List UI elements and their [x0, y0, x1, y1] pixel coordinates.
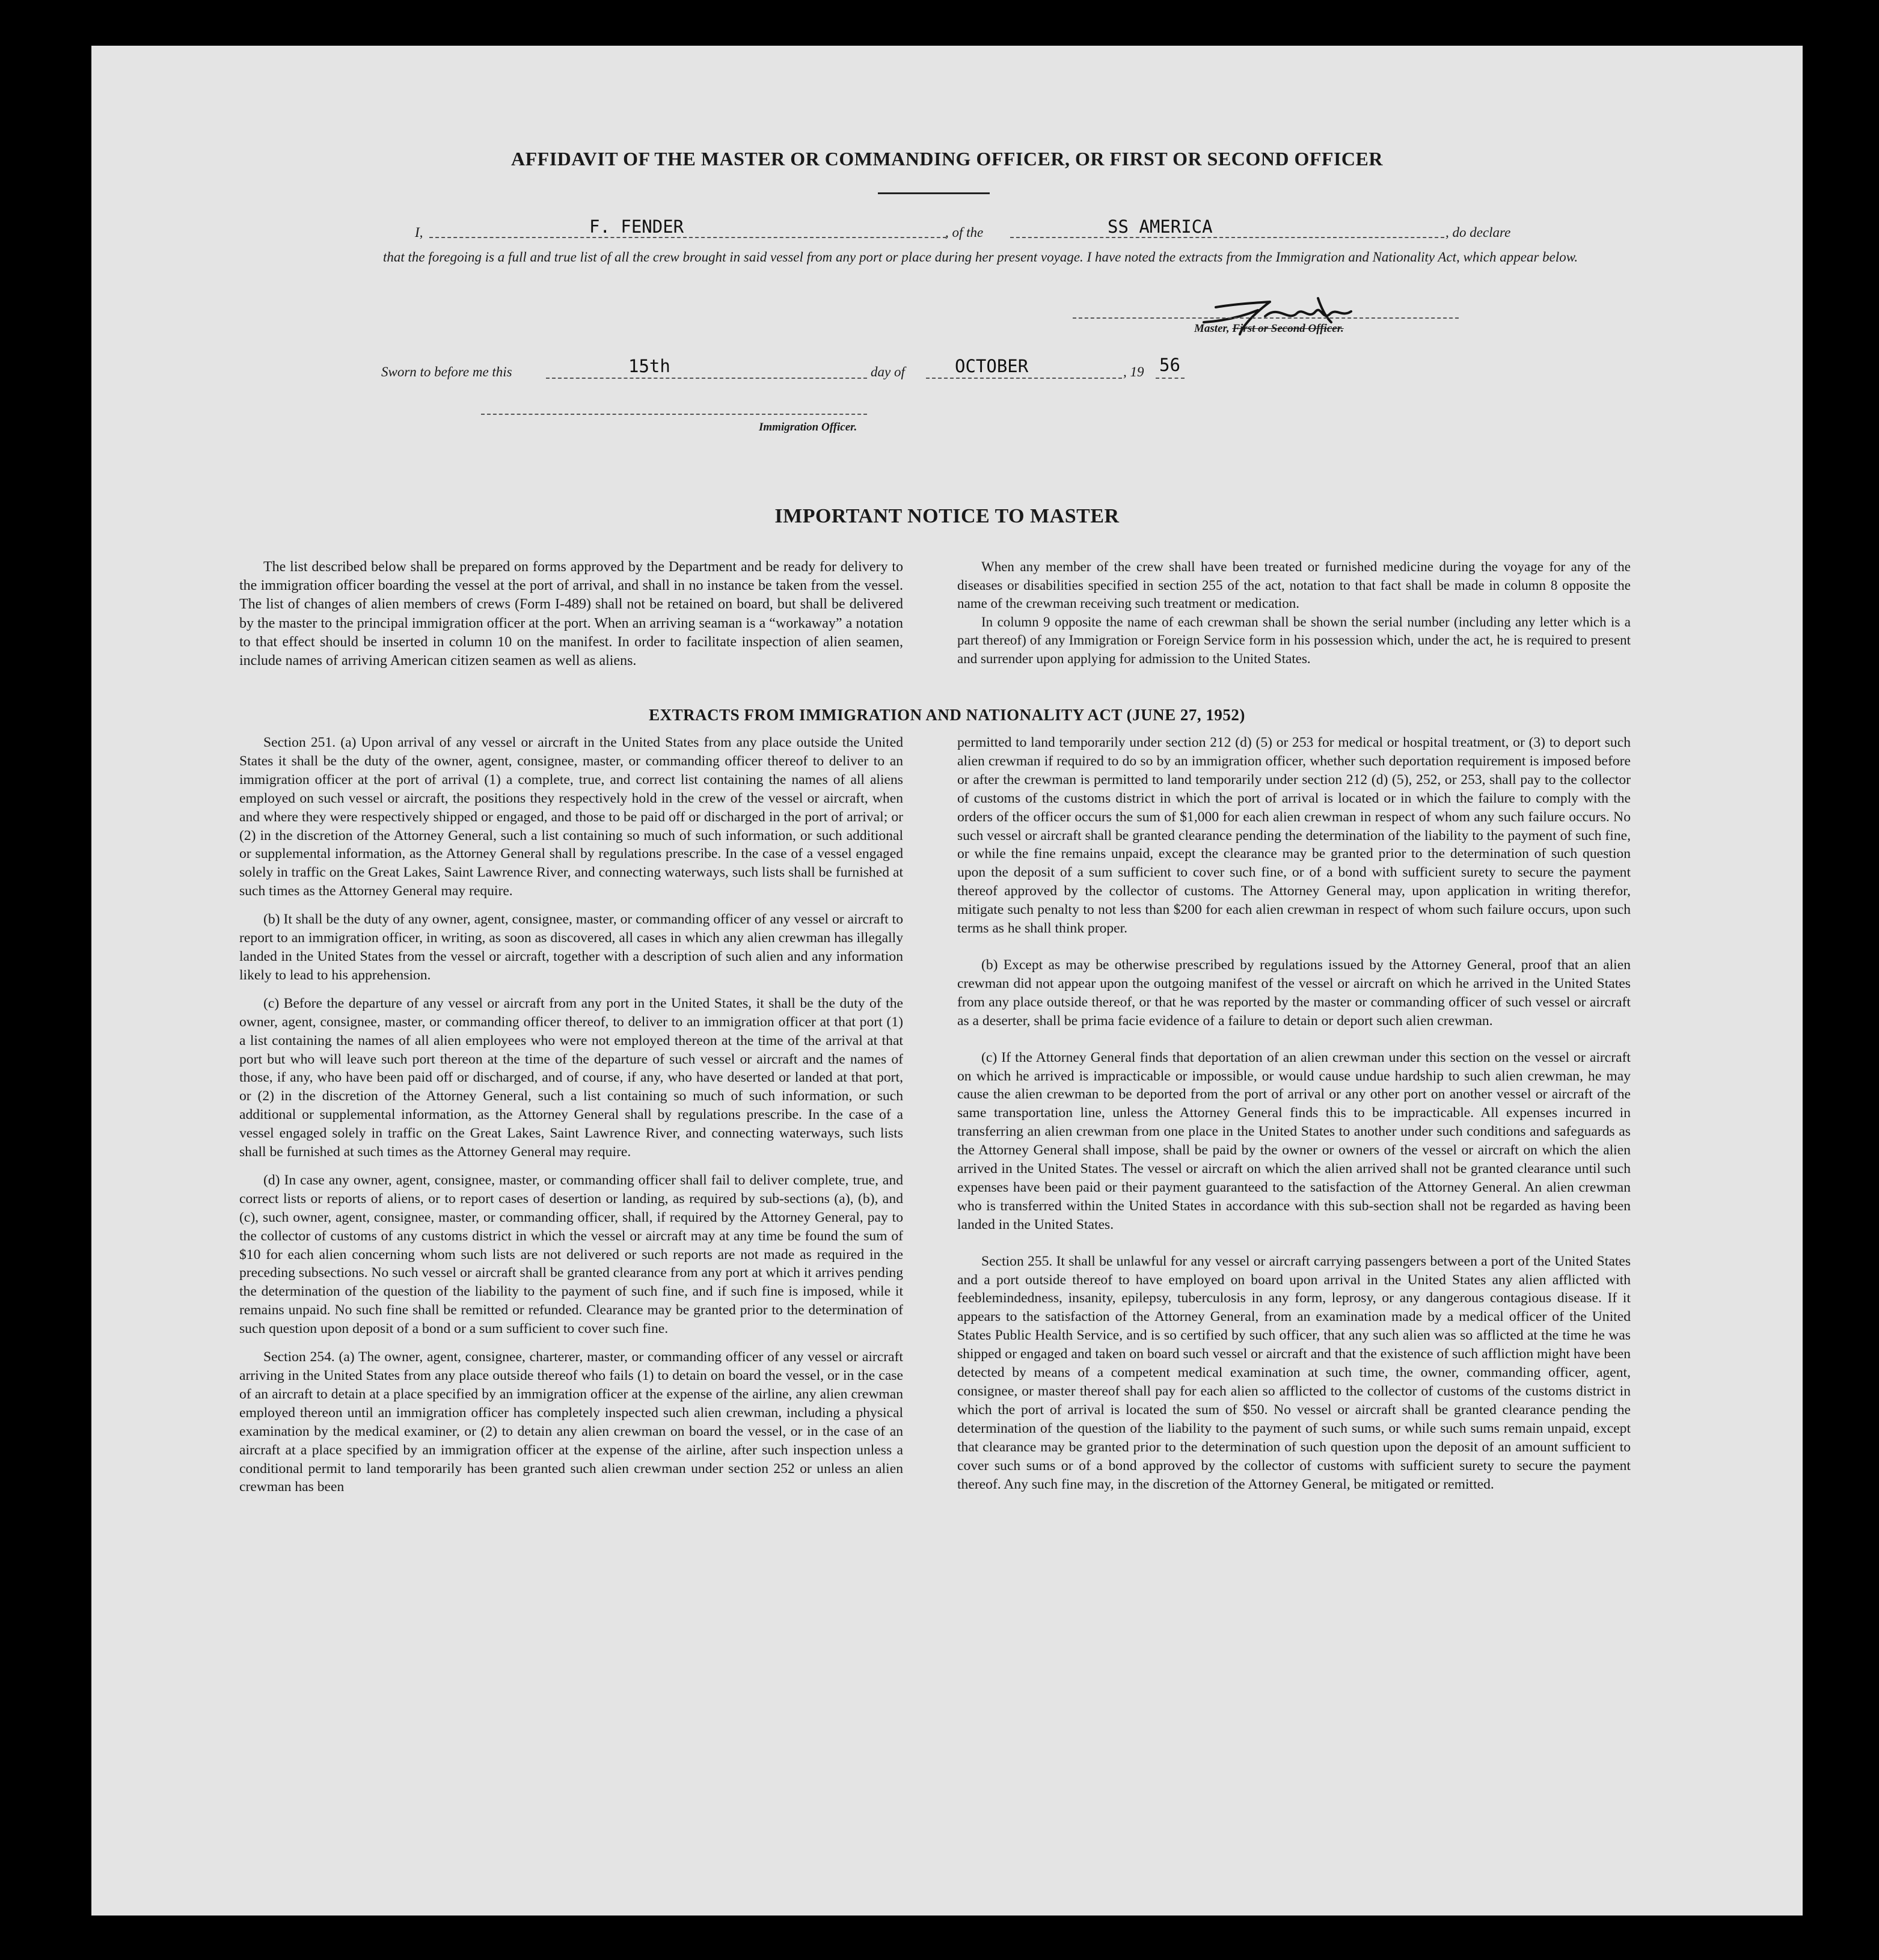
notice-title: IMPORTANT NOTICE TO MASTER — [774, 505, 1120, 527]
vessel-line — [1010, 237, 1444, 238]
signer-title — [1194, 322, 1344, 335]
signature-line — [1073, 317, 1459, 319]
section-251a: Section 251. (a) Upon arrival of any vessel or aircraft in the United States from any place outside the United States it shall be the duty of the owner, agent, consignee, master, or commanding officer thereof to deliver to an immigration officer at the port of arrival (1) a complete, true, and correct list containing the names of all aliens employed on such vessel or aircraft, the positions they respectively hold in the crew of the vessel or aircraft, when and where they were respectively shipped or engaged, and those to be paid off or discharged in the port of arrival; or (2) in the discretion of the Attorney General, such a list containing so much of such information, or such additional or supplemental information, as the Attorney General shall by regulations prescribe. In the case of a vessel engaged solely in traffic on the Great Lakes, Saint Lawrence River, and connecting waterways, such lists shall be furnished at such times as the Attorney General may require. — [239, 735, 903, 899]
of-the-label: , of the — [945, 225, 984, 240]
day-of-label: day of — [871, 364, 905, 379]
extracts-left-column — [239, 733, 903, 1506]
sworn-month: OCTOBER — [955, 356, 1029, 376]
section-255: Section 255. It shall be unlawful for any vessel or aircraft carrying passengers between a port of the United States and a port outside thereof to have employed on board upon arrival in the United States any alien afflicted with feeblemindedness, insanity, epilepsy, tuberculosis in any form, leprosy, or any dangerous contagious disease. If it appears to the satisfaction of the Attorney General, from an examination made by a medical officer of the United States Public Health Service, and is so certified by such officer, that any such alien was so afflicted at the time he was shipped or engaged and taken on board such vessel or aircraft and that the existence of such affliction might have been detected by means of a competent medical examination at such time, the owner, commanding officer, agent, consignee, or master thereof shall pay for each alien so afflicted to the collector of customs of the customs district in which the port of arrival is located the sum of $50. No vessel or aircraft shall be granted clearance pending the determination of the question of the liability to the payment of such sums, or while such sums remain unpaid, except that clearance may be granted prior to the determination of such question upon the deposit of an amount sufficient to cover such sums or of a bond approved by the collector of customs with sufficient surety to secure the payment thereof. Any such fine may, in the discretion of the Attorney General, be mitigated or remitted. — [957, 1253, 1631, 1492]
do-declare-label: , do declare — [1445, 225, 1511, 240]
month-line — [926, 378, 1122, 379]
immigration-officer-label: Immigration Officer. — [759, 421, 857, 433]
section-251b: (b) It shall be the duty of any owner, agent, consignee, master, or commanding officer of any vessel or aircraft to report to an immigration officer, in writing, as soon as discovered, all cases in which any alien crewman has illegally landed in the United States from the vessel or aircraft, together with a description of such alien and any information likely to lead to his apprehension. — [239, 911, 903, 983]
notice-right-column — [957, 558, 1631, 678]
section-254a-continued: permitted to land temporarily under section 212 (d) (5) or 253 for medical or hospital treatment, or (3) to deport such alien crewman if required to do so by an immigration officer, whether such deportation requirement is imposed before or after the crewman is permitted to land temporarily under section 212 (d) (5), 252, or 253, shall pay to the collector of customs of the customs district in which the port of arrival is located or in which the failure to comply with the orders of the officer occurs the sum of $1,000 for each alien crewman in respect of whom any such failure occurs. No such vessel or aircraft shall be granted clearance pending the determination of the liability to the payment of such fine, or while the fine remains unpaid, except the clearance may be granted prior to the determination of such question upon the deposit of a sum sufficient to cover such fine, or of a bond with sufficient surety to secure the payment thereof approved by the collector of customs. The Attorney General may, upon application in writing therefor, mitigate such penalty to not less than $200 for each alien crewman in respect of whom such failure occurs, upon such terms as he shall think proper. — [957, 735, 1631, 937]
struck-officer-label: First or Second Officer. — [1232, 322, 1344, 335]
section-254a: Section 254. (a) The owner, agent, consignee, charterer, master, or commanding officer of any vessel or aircraft arriving in the United States from any place outside thereof who fails (1) to detain on board the vessel, or in the case of an aircraft to detain at a place specified by an immigration officer at the expense of the airline, any alien crewman employed thereon until an immigration officer has completely inspected such alien crewman, including a physical examination by the medical examiner, or (2) to detain any alien crewman on board the vessel, or in the case of an aircraft at a place specified by an immigration officer at the expense of the airline, after such inspection unless a conditional permit to land temporarily has been granted such alien crewman under section 252 or unless an alien crewman has been — [239, 1349, 903, 1495]
extracts-right-column — [957, 733, 1631, 1503]
master-name: F. FENDER — [589, 216, 684, 237]
notice-left-paragraph: The list described below shall be prepared on forms approved by the Department and be ready for delivery to the immigration officer boarding the vessel at the port of arrival, and shall in no instance be taken from the vessel. The list of changes of alien members of crews (Form I-489) shall not be retained on board, but shall be delivered by the master to the principal immigration officer at the port. When an arriving seaman is a “workaway” a notation to that effect should be inserted in column 10 on the manifest. In order to facilitate inspection of alien seamen, include names of arriving American citizen seamen as well as aliens. — [239, 559, 903, 669]
year-line — [1156, 378, 1185, 379]
vessel-name: SS AMERICA — [1108, 216, 1213, 237]
affidavit-title: AFFIDAVIT OF THE MASTER OR COMMANDING OFFICER, OR FIRST OR SECOND OFFICER — [511, 148, 1383, 170]
i-label: I, — [415, 225, 423, 240]
notice-right-paragraph-2: In column 9 opposite the name of each crewman shall be shown the serial number (including any letter which is a part thereof) of any Immigration or Foreign Service form in his possession which, under the act, he is required to present and surrender upon applying for admission to the United States. — [957, 614, 1631, 666]
master-label: Master, — [1194, 322, 1230, 335]
day-line — [546, 378, 867, 379]
name-line — [429, 237, 946, 238]
section-254c: (c) If the Attorney General finds that deportation of an alien crewman under this section on the vessel or aircraft on which he arrived is impracticable or impossible, or would cause undue hardship to such alien crewman, he may cause the alien crewman to be deported from the port of arrival or any other port on another vessel or aircraft of the same transportation line, unless the Attorney General finds this to be impracticable. All expenses incurred in transferring an alien crewman from one place in the United States to another under such conditions and safeguards as the Attorney General shall impose, shall be paid by the owner or owners of the vessel or aircraft on which the alien arrived in the United States. The vessel or aircraft on which the alien arrived shall not be granted clearance until such expenses have been paid or their payment guaranteed to the satisfaction of the Attorney General. An alien crewman who is transferred within the United States in accordance with this sub-section shall not be regarded as having been landed in the United States. — [957, 1049, 1631, 1233]
year-prefix: , 19 — [1123, 364, 1144, 379]
title-rule — [878, 192, 990, 194]
section-251c: (c) Before the departure of any vessel or aircraft from any port in the United States, it shall be the duty of the owner, agent, consignee, master, or commanding officer thereof, to deliver to an immigration officer at that port (1) a list containing the names of all alien employees who were not employed thereon at the time of the arrival at that port but who will leave such port thereon at the time of the departure of such vessel or aircraft and the names of those, if any, who have been paid off or discharged, and of course, if any, who have deserted or landed at that port, or (2) in the discretion of the Attorney General, such a list containing so much of such information, or such additional or supplemental information, as the Attorney General shall by regulations prescribe. In the case of a vessel engaged solely in traffic on the Great Lakes, Saint Lawrence River, and connecting waterways, such lists shall be furnished at such times as the Attorney General may require. — [239, 995, 903, 1160]
section-251d: (d) In case any owner, agent, consignee, master, or commanding officer shall fail to deliver complete, true, and correct lists or reports of aliens, or to report cases of desertion or landing, as required by sub-sections (a), (b), and (c), such owner, agent, consignee, master, or commanding officer, shall, if required by the Attorney General, pay to the collector of customs of any customs district in which the vessel or aircraft may at any time be found the sum of $10 for each alien concerning whom such lists are not delivered or such reports are not made as required in the preceding subsections. No such vessel or aircraft shall be granted clearance from any port at which it arrives pending the determination of the question of the liability to the payment of such fine, and if such fine is imposed, while it remains unpaid. No such fine shall be remitted or refunded. Clearance may be granted prior to the determination of such question upon deposit of a bond or a sum sufficient to cover such fine. — [239, 1172, 903, 1337]
declaration-text: that the foregoing is a full and true list of all the crew brought in said vessel from any port or place during her present voyage. I have noted the extracts from the Immigration and Nationality Act, which appear below. — [383, 250, 1578, 265]
section-254b: (b) Except as may be otherwise prescribed by regulations issued by the Attorney General, proof that an alien crewman did not appear upon the outgoing manifest of the vessel or aircraft on which he arrived in the United States from any place outside thereof, or that he was reported by the master or commanding officer of such vessel or aircraft as a deserter, shall be prima facie evidence of a failure to detain or deport such alien crewman. — [957, 957, 1631, 1029]
extracts-title: EXTRACTS FROM IMMIGRATION AND NATIONALITY ACT (JUNE 27, 1952) — [649, 706, 1245, 724]
sworn-year: 56 — [1159, 355, 1180, 375]
immigration-officer-line — [481, 414, 867, 415]
notice-left-column — [239, 558, 903, 680]
notice-right-paragraph-1: When any member of the crew shall have been treated or furnished medicine during the voyage for any of the diseases or disabilities specified in section 255 of the act, notation to that fact shall be made in column 8 opposite the name of the crewman receiving such treatment or medication. — [957, 559, 1631, 611]
sworn-label: Sworn to before me this — [381, 364, 512, 379]
document-page — [91, 46, 1803, 1916]
sworn-day: 15th — [628, 356, 670, 376]
